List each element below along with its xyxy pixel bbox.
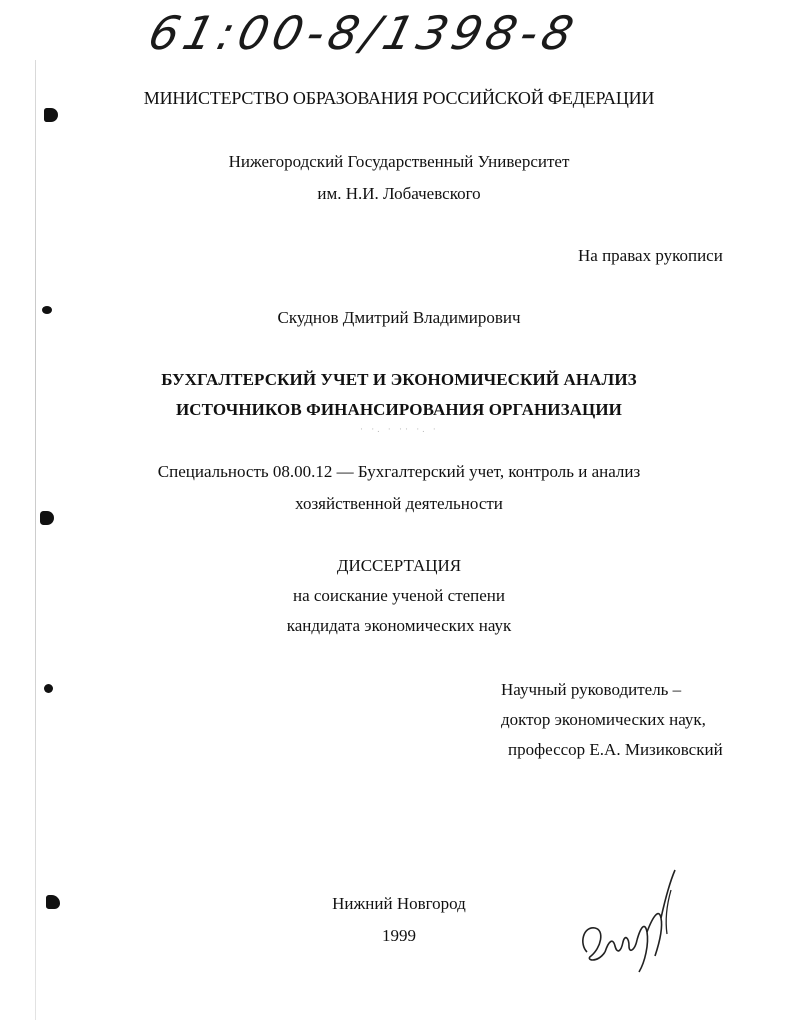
specialty-line-2: хозяйственной деятельности [295, 494, 503, 513]
supervisor-name: профессор Е.А. Мизиковский [508, 740, 723, 759]
university-named-after: им. Н.И. Лобачевского [317, 184, 481, 203]
author-signature [575, 860, 685, 980]
scan-noise: · ·. · ·· ·. · [360, 424, 439, 434]
city: Нижний Новгород [332, 894, 466, 913]
scan-binding-edge [35, 60, 36, 1020]
specialty-line-1: Специальность 08.00.12 — Бухгалтерский учет, контроль и анализ [157, 462, 641, 481]
dissertation-title-line-1: БУХГАЛТЕРСКИЙ УЧЕТ И ЭКОНОМИЧЕСКИЙ АНАЛИЗ [161, 370, 637, 389]
dissertation-degree: кандидата экономических наук [286, 616, 512, 635]
supervisor-degree: доктор экономических наук, [501, 710, 706, 729]
year: 1999 [382, 926, 416, 945]
supervisor-role: Научный руководитель – [501, 680, 682, 699]
dissertation-label: ДИССЕРТАЦИЯ [336, 556, 462, 575]
punch-hole-mark [44, 108, 58, 122]
dissertation-purpose: на соискание ученой степени [292, 586, 506, 605]
punch-hole-mark [44, 684, 53, 693]
author-name: Скуднов Дмитрий Владимирович [277, 308, 521, 327]
ministry-heading: МИНИСТЕРСТВО ОБРАЗОВАНИЯ РОССИЙСКОЙ ФЕДЕРАЦИИ [143, 88, 655, 108]
archive-code-handwritten: 61:00-8/1398-8 [143, 6, 584, 60]
rights-note: На правах рукописи [578, 246, 723, 265]
university-name: Нижегородский Государственный Университет [228, 152, 570, 171]
dissertation-title-line-2: ИСТОЧНИКОВ ФИНАНСИРОВАНИЯ ОРГАНИЗАЦИИ [175, 400, 623, 419]
